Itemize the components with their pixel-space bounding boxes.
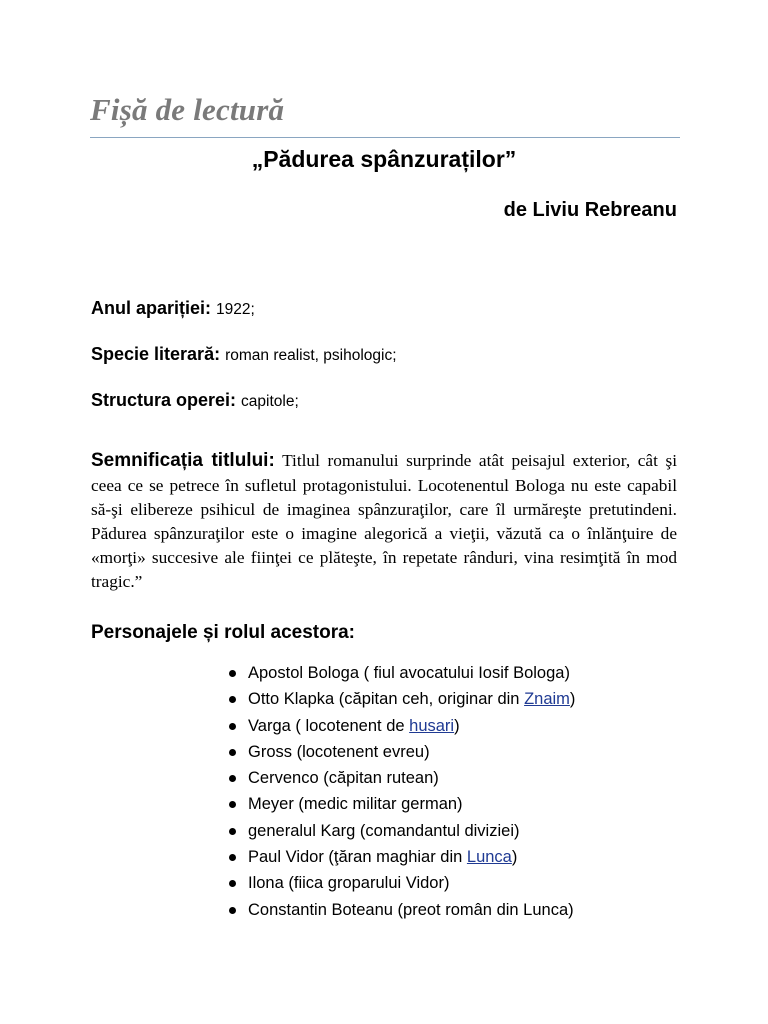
list-item-text: Varga ( locotenent de bbox=[248, 716, 410, 735]
field-year-value: 1922; bbox=[216, 301, 255, 318]
bullet-icon bbox=[229, 696, 236, 703]
list-item-text: generalul Karg (comandantul diviziei) bbox=[248, 821, 520, 840]
title-meaning-paragraph bbox=[91, 449, 677, 594]
characters-heading: Personajele și rolul acestora: bbox=[91, 622, 356, 643]
field-structure-label: Structura operei: bbox=[91, 390, 237, 410]
list-item-link[interactable]: Znaim bbox=[524, 690, 570, 709]
list-item bbox=[226, 818, 575, 844]
author-line bbox=[504, 199, 677, 222]
list-item-text-end: ) bbox=[569, 690, 576, 709]
list-item-link[interactable]: husari bbox=[409, 716, 455, 735]
list-item-text: Cervenco (căpitan rutean) bbox=[248, 769, 439, 788]
list-item bbox=[226, 791, 575, 817]
list-item bbox=[226, 897, 575, 923]
bullet-icon bbox=[229, 775, 236, 782]
bullet-icon bbox=[229, 801, 236, 808]
list-item bbox=[226, 844, 575, 870]
list-item-text: Apostol Bologa ( fiul avocatului Iosif Bologa) bbox=[248, 664, 570, 682]
list-item bbox=[226, 686, 575, 712]
list-item-text: Meyer (medic militar german) bbox=[248, 795, 463, 814]
field-structure bbox=[91, 390, 299, 411]
field-species-label: Specie literară: bbox=[91, 344, 221, 364]
characters-list bbox=[226, 660, 575, 923]
field-species bbox=[91, 344, 397, 365]
list-item-link[interactable]: Lunca bbox=[466, 848, 512, 867]
list-item-text-end: ) bbox=[511, 848, 518, 867]
author-name: Liviu Rebreanu bbox=[532, 199, 677, 221]
list-item-text: Gross (locotenent evreu) bbox=[248, 742, 430, 761]
list-item-text: Otto Klapka (căpitan ceh, originar din bbox=[248, 690, 525, 709]
list-item-text: Constantin Boteanu (preot român din Lunca) bbox=[248, 900, 574, 919]
list-item bbox=[226, 713, 575, 739]
field-year bbox=[91, 298, 255, 319]
bullet-icon bbox=[229, 723, 236, 730]
list-item bbox=[226, 765, 575, 791]
list-item-text: Ilona (fiica groparului Vidor) bbox=[248, 874, 450, 893]
author-prefix: de bbox=[503, 199, 527, 221]
heading-underline bbox=[90, 137, 680, 138]
title-meaning-label: Semnificația titlului: bbox=[91, 450, 275, 472]
document-heading: Fișă de lectură bbox=[90, 92, 285, 127]
bullet-icon bbox=[229, 880, 236, 887]
list-item-text: Paul Vidor (ţăran maghiar din bbox=[248, 848, 467, 867]
list-item bbox=[226, 870, 575, 896]
bullet-icon bbox=[229, 828, 236, 835]
bullet-icon bbox=[229, 749, 236, 756]
list-item-text-end: ) bbox=[454, 716, 460, 735]
list-item bbox=[226, 739, 575, 765]
bullet-icon bbox=[229, 854, 236, 861]
list-item bbox=[226, 660, 575, 686]
field-structure-value: capitole; bbox=[241, 393, 299, 410]
bullet-icon bbox=[229, 907, 236, 914]
title-meaning-text: Titlul romanului surprinde atât peisajul exterior, cât şi ceea ce se petrece în sufletul protagonistului. Locotenentul Bologa nu este capabil să-şi elibereze psihicul de imaginea spânzuraţilor, care îl urmăreşte pretutindeni. Pădurea spânzuraţilor este o imagine alegorică a vieţii, văzută ca o înlănţuire de «morţi» succesive ale fiinţei ce plăteşte, în repetate rânduri, vina resimţită în mod tragic.” bbox=[91, 451, 677, 592]
field-year-label: Anul apariției: bbox=[91, 298, 212, 318]
field-species-value: roman realist, psihologic; bbox=[225, 347, 397, 364]
bullet-icon bbox=[229, 670, 236, 677]
work-title: „Pădurea spânzuraților” bbox=[251, 146, 517, 172]
